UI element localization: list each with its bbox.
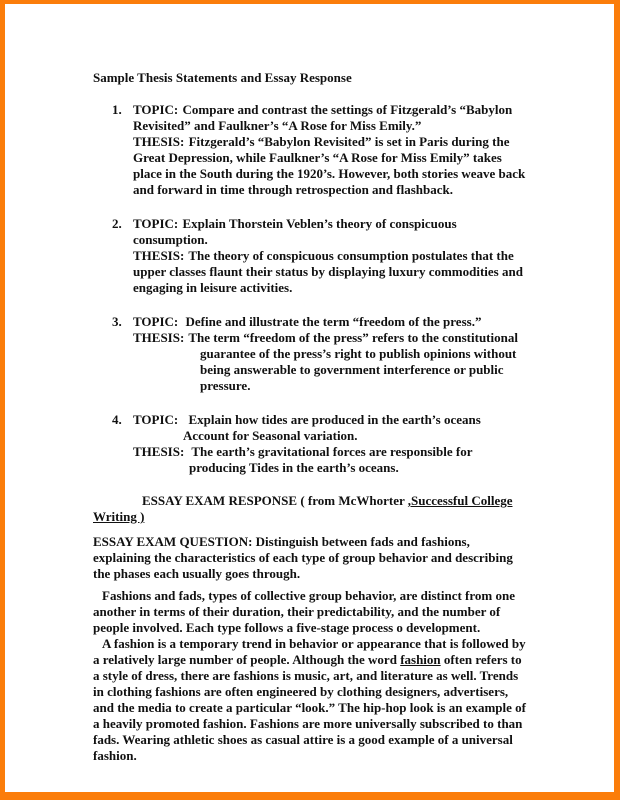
- item-number: 2.: [112, 216, 122, 231]
- thesis-label: THESIS:: [133, 330, 185, 345]
- topic-paragraph: [133, 412, 528, 444]
- topic-label: TOPIC:: [133, 412, 179, 427]
- thesis-text: The earth’s gravitational forces are responsible for producing Tides in the earth’s oceans.: [189, 444, 473, 475]
- thesis-label: THESIS:: [133, 248, 185, 263]
- item-number: 3.: [112, 314, 122, 329]
- thesis-paragraph: [133, 134, 528, 198]
- response-heading-line1: [93, 493, 528, 509]
- topic-text: Define and illustrate the term “freedom of the press.”: [185, 314, 482, 329]
- list-item-2: [93, 216, 528, 296]
- exam-question: ESSAY EXAM QUESTION: Distinguish between fads and fashions, explaining the characteristics of each type of group behavior and describing the phases each usually goes through.: [93, 534, 513, 581]
- thesis-text: The theory of conspicuous consumption postulates that the upper classes flaunt their status by displaying luxury commodities and engaging in leisure activities.: [133, 248, 523, 295]
- topic-paragraph: [133, 216, 528, 248]
- topic-label: TOPIC:: [133, 102, 179, 117]
- fashion-para-before: A fashion is a temporary trend in behavior or appearance that is followed by a relatively large number of people. Although the word: [93, 636, 526, 667]
- body-paragraph-fashion: [93, 636, 528, 764]
- topic-paragraph: [133, 102, 528, 134]
- thesis-paragraph: [133, 330, 528, 394]
- topic-text: Explain Thorstein Veblen’s theory of conspicuous consumption.: [133, 216, 457, 247]
- list-item-1: [93, 102, 528, 198]
- item-body: [133, 102, 528, 198]
- item-number: 4.: [112, 412, 122, 427]
- response-heading-text: ESSAY EXAM RESPONSE ( from McWhorter: [142, 493, 408, 508]
- list-item-3: [93, 314, 528, 394]
- thesis-paragraph: [133, 444, 528, 476]
- thesis-paragraph: [133, 248, 528, 296]
- topic-text: Explain how tides are produced in the earth’s oceans Account for Seasonal variation.: [183, 412, 481, 443]
- topic-label: TOPIC:: [133, 314, 179, 329]
- response-heading-line2: [93, 509, 528, 525]
- topic-label: TOPIC:: [133, 216, 179, 231]
- fashion-term-underlined: fashion: [400, 652, 441, 667]
- thesis-statement-list: [93, 102, 528, 476]
- fashion-para-after: often refers to a style of dress, there are fashions is music, art, and literature as well. Trends in clothing fashions are often engineered by clothing designers, advertisers, and the media to create a particular “look.” The hip-hop look is an example of a heavily promoted fashion. Fashions are more universally subscribed to than fads. Wearing athletic shoes as casual attire is a good example of a universal fashion.: [93, 652, 526, 763]
- item-body: [133, 216, 528, 296]
- topic-text: Compare and contrast the settings of Fitzgerald’s “Babylon Revisited” and Faulkner’s “A Rose for Miss Emily.”: [133, 102, 513, 133]
- body-paragraph-fads: Fashions and fads, types of collective group behavior, are distinct from one another in terms of their duration, their predictability, and the number of people involved. Each type follows a five-stage process o development.: [93, 588, 516, 635]
- response-heading: [93, 493, 528, 525]
- item-number: 1.: [112, 102, 122, 117]
- document-title: Sample Thesis Statements and Essay Response: [93, 70, 352, 85]
- item-body: [133, 314, 528, 394]
- list-item-4: [93, 412, 528, 476]
- item-body: [133, 412, 528, 476]
- citation-title: ,Successful College: [407, 493, 513, 508]
- citation-title-continued: Writing ): [93, 509, 145, 524]
- thesis-label: THESIS:: [133, 134, 185, 149]
- document-page: [5, 4, 614, 792]
- thesis-text: Fitzgerald’s “Babylon Revisited” is set in Paris during the Great Depression, while Faulkner’s “A Rose for Miss Emily” takes place in the South during the 1920’s. However, both stories weave back and forward in time through retrospection and flashback.: [133, 134, 526, 197]
- topic-paragraph: [133, 314, 528, 330]
- thesis-label: THESIS:: [133, 444, 185, 459]
- thesis-text: The term “freedom of the press” refers to the constitutional guarantee of the press’s right to publish opinions without being answerable to government interference or public pressure.: [188, 330, 518, 393]
